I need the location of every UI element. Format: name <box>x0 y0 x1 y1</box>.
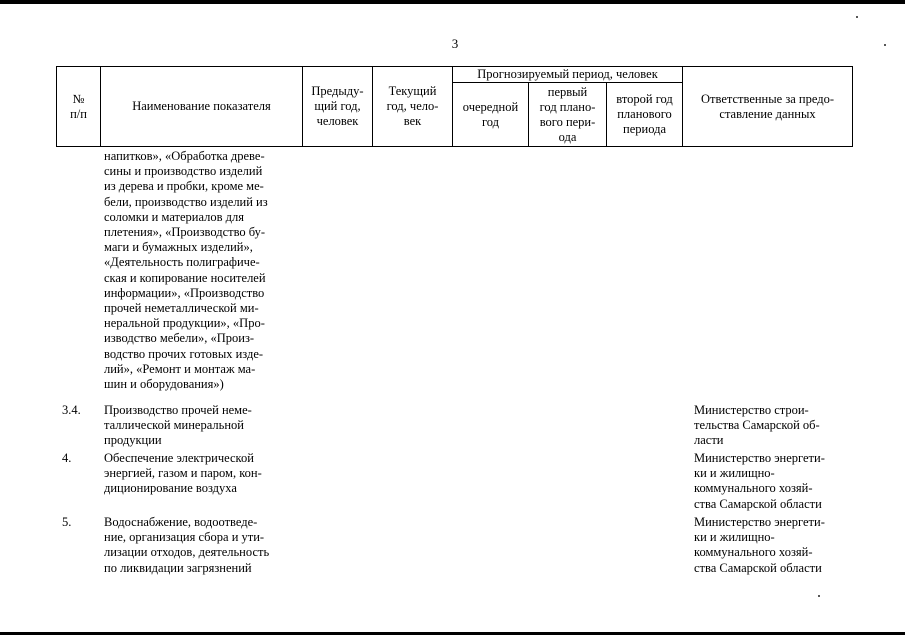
header-plan-year-1: первый год плано- вого пери- ода <box>529 83 607 147</box>
row-number: 4. <box>62 451 72 465</box>
scan-speck <box>856 16 858 18</box>
row-responsible: Министерство энергети- ки и жилищно- коммунального хозяй- ства Самарской области <box>694 451 825 511</box>
header-current-year: Текущий год, чело- век <box>373 67 453 147</box>
scan-border-bottom <box>0 632 905 635</box>
row-indicator-name: Обеспечение электрической энергией, газом и паром, кон- диционирование воздуха <box>104 451 262 496</box>
scan-speck <box>818 595 820 597</box>
header-num: № п/п <box>57 67 101 147</box>
row-indicator-name: Производство прочей неме- таллической минеральной продукции <box>104 403 252 448</box>
scan-speck <box>884 44 886 46</box>
header-prev-year: Предыду- щий год, человек <box>303 67 373 147</box>
header-indicator-name: Наименование показателя <box>101 67 303 147</box>
row-responsible: Министерство строи- тельства Самарской об- ласти <box>694 403 820 448</box>
header-plan-year-2: второй год планового периода <box>607 83 683 147</box>
table-header <box>56 66 853 147</box>
row-number: 3.4. <box>62 403 81 417</box>
row-responsible: Министерство энергети- ки и жилищно- коммунального хозяй- ства Самарской области <box>694 515 825 575</box>
row-number: 5. <box>62 515 72 529</box>
header-responsible: Ответственные за предо- ставление данных <box>683 67 853 147</box>
page-number: 3 <box>451 36 459 51</box>
scan-border-top <box>0 0 905 4</box>
header-forecast-group: Прогнозируемый период, человек <box>453 67 683 83</box>
header-next-year: очередной год <box>453 83 529 147</box>
continued-indicator-name: напитков», «Обработка древе- сины и производство изделий из дерева и пробки, кроме ме- бели, производство изделий из соломки и материалов для плетения», «Производство бу- маги и бумажных изделий», «Деятельность полиграфиче- ская и копирование носителей информации», «Производство прочей неметаллической ми- неральной продукции», «Про- изводство мебели», «Произ- водство прочих готовых изде- лий», «Ремонт и монтаж ма- шин и оборудования») <box>104 149 268 392</box>
row-indicator-name: Водоснабжение, водоотведе- ние, организация сбора и ути- лизации отходов, деятельность по ликвидации загрязнений <box>104 515 270 575</box>
